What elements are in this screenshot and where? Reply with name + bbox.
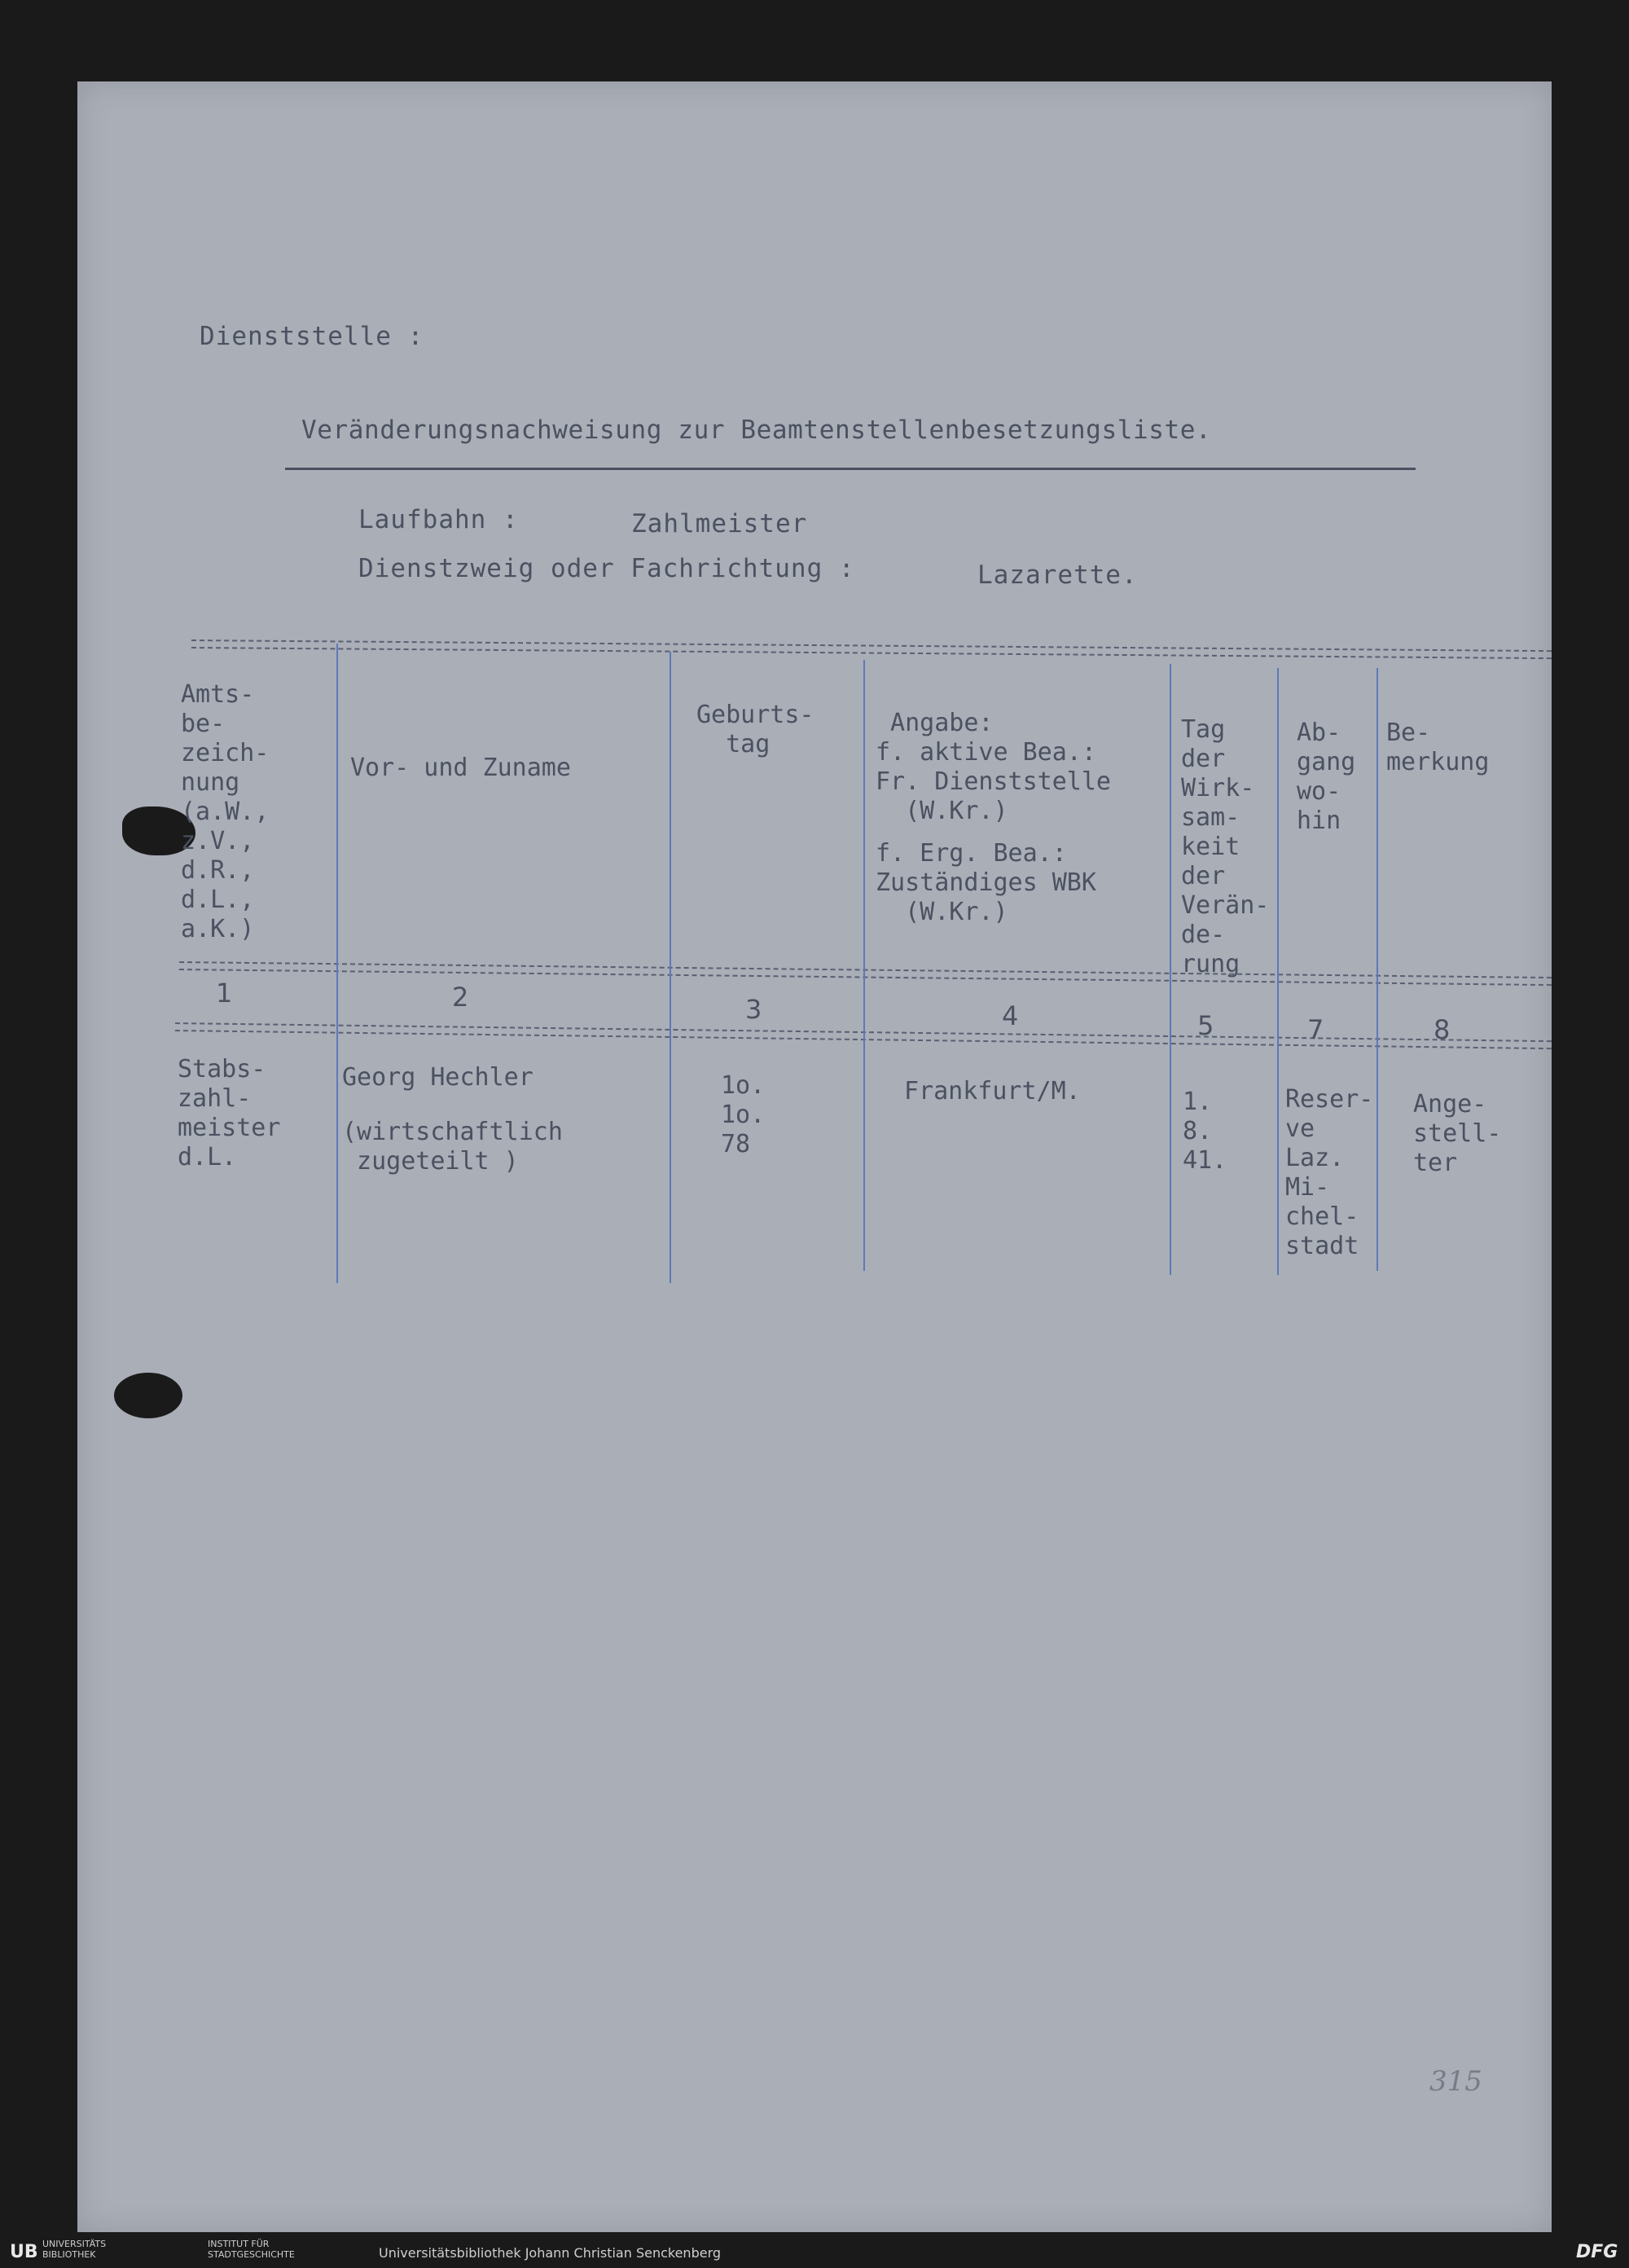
row-geburtstag: 1o. 1o. 78 bbox=[721, 1071, 766, 1158]
header-amtsbezeichnung: Amts- be- zeich- nung (a.W., z.V., d.R., d.L., a.K.) bbox=[181, 680, 270, 943]
column-divider bbox=[336, 644, 338, 1283]
column-number: 7 bbox=[1307, 1014, 1324, 1045]
row-angabe: Frankfurt/M. bbox=[904, 1077, 1081, 1105]
laufbahn-label: Laufbahn : bbox=[358, 505, 519, 534]
punch-hole bbox=[114, 1373, 182, 1418]
column-number: 5 bbox=[1197, 1010, 1214, 1041]
row-tag: 1. 8. 41. bbox=[1183, 1088, 1227, 1175]
dfg-logo: DFG bbox=[1576, 2242, 1618, 2262]
document-title: Veränderungsnachweisung zur Beamtenstellenbesetzungsliste. bbox=[301, 415, 1212, 445]
title-underline bbox=[285, 468, 1416, 470]
row-name: Georg Hechler bbox=[342, 1063, 533, 1092]
row-name-note: (wirtschaftlich zugeteilt ) bbox=[342, 1118, 563, 1176]
dienstzweig-label: Dienstzweig oder Fachrichtung : bbox=[358, 554, 855, 583]
footer-bar bbox=[0, 2235, 1629, 2268]
column-divider bbox=[1170, 664, 1171, 1275]
library-name: Universitätsbibliothek Johann Christian Senckenberg bbox=[379, 2245, 722, 2261]
dienststelle-label: Dienststelle : bbox=[200, 322, 424, 351]
column-divider bbox=[1377, 668, 1378, 1271]
laufbahn-value: Zahlmeister bbox=[631, 509, 808, 538]
column-number: 4 bbox=[1002, 1000, 1019, 1031]
row-bemerkung: Ange- stell- ter bbox=[1413, 1090, 1502, 1177]
row-amtsbezeichnung: Stabs- zahl- meister d.L. bbox=[178, 1055, 281, 1171]
ub-logo: UB bbox=[10, 2242, 38, 2262]
column-number: 8 bbox=[1434, 1014, 1451, 1045]
ub-logo-text: UNIVERSITÄTS BIBLIOTHEK bbox=[42, 2239, 107, 2260]
row-abgang: Reser- ve Laz. Mi- chel- stadt bbox=[1285, 1085, 1374, 1260]
header-tag: Tag der Wirk- sam- keit der Verän- de- rung bbox=[1181, 715, 1270, 978]
column-number: 1 bbox=[216, 978, 233, 1009]
header-angabe: Angabe: f. aktive Bea.: Fr. Dienststelle (W.Kr.) bbox=[876, 709, 1111, 825]
column-divider bbox=[1277, 668, 1279, 1275]
column-number: 3 bbox=[745, 994, 762, 1025]
header-angabe-erg: f. Erg. Bea.: Zuständiges WBK (W.Kr.) bbox=[876, 839, 1096, 926]
column-divider bbox=[670, 652, 671, 1283]
header-geburtstag: Geburts- tag bbox=[696, 701, 814, 758]
header-bemerkung: Be- merkung bbox=[1386, 719, 1490, 776]
dienstzweig-value: Lazarette. bbox=[977, 560, 1138, 590]
column-number: 2 bbox=[452, 982, 469, 1013]
institut-logo-text: INSTITUT FÜR STADTGESCHICHTE bbox=[208, 2239, 295, 2260]
header-name: Vor- und Zuname bbox=[350, 754, 571, 782]
header-abgang: Ab- gang wo- hin bbox=[1297, 719, 1356, 835]
pencil-page-number: 315 bbox=[1429, 2065, 1482, 2098]
column-divider bbox=[863, 660, 865, 1271]
